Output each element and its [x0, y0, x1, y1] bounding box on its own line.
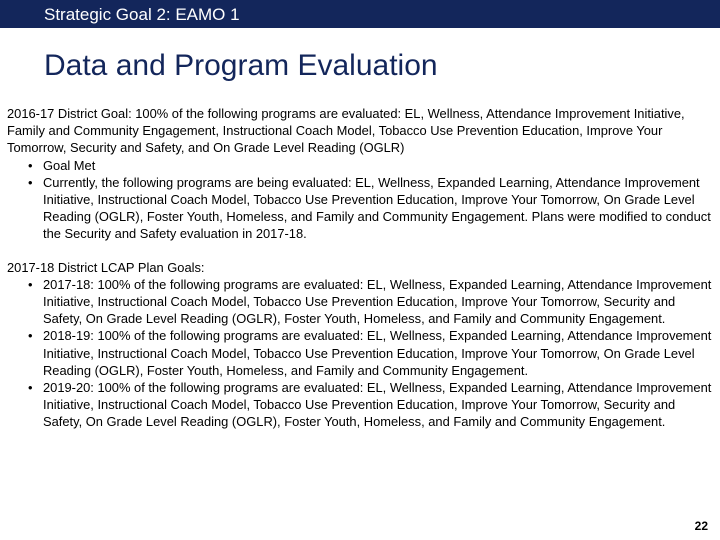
section-2016-17	[7, 105, 715, 243]
header-title: Strategic Goal 2: EAMO 1	[44, 5, 240, 24]
bullet-text: Currently, the following programs are being evaluated: EL, Wellness, Expanded Learning, Attendance Improvement Initiative, Instructional Coach Model, Tobacco Use Prevention Education, Improve Your Tomorrow, On Grade Level Reading (OGLR), Foster Youth, Homeless, and Family and Community Engagement. Plans were modified to conduct the Security and Safety evaluation in 2017-18.	[43, 174, 711, 242]
bullet-text: 2019-20: 100% of the following programs are evaluated: EL, Wellness, Expanded Learning, Attendance Improvement Initiative, Instructional Coach Model, Tobacco Use Prevention Education, Improve Your Tomorrow, Security and Safety, On Grade Level Reading (OGLR), Foster Youth, Homeless, and Family and Community Engagement.	[43, 380, 712, 430]
bullet-icon: •	[28, 276, 33, 292]
page-title: Data and Program Evaluation	[44, 49, 438, 82]
bullet-icon: •	[28, 328, 33, 344]
header-bar	[0, 0, 720, 28]
bullet-text: Goal Met	[43, 157, 96, 173]
bullet-item	[7, 276, 715, 328]
bullet-text: 2018-19: 100% of the following programs are evaluated: EL, Wellness, Expanded Learning, Attendance Improvement Initiative, Instructional Coach Model, Tobacco Use Prevention Education, Improve Your Tomorrow, On Grade Level Reading (OGLR), Foster Youth, Homeless, and Family and Community Engagement.	[43, 328, 712, 378]
bullet-text: 2017-18: 100% of the following programs are evaluated: EL, Wellness, Expanded Learning, Attendance Improvement Initiative, Instructional Coach Model, Tobacco Use Prevention Education, Improve Your Tomorrow, Security and Safety, On Grade Level Reading (OGLR), Foster Youth, Homeless, and Family and Community Engagement.	[43, 276, 712, 327]
bullet-item	[7, 157, 715, 174]
bullet-icon: •	[28, 174, 33, 190]
bullet-list	[7, 276, 715, 431]
section-intro: 2016-17 District Goal: 100% of the following programs are evaluated: EL, Wellness, Attendance Improvement Initiative, Family and Community Engagement, Instructional Coach Model, Tobacco Use Prevention Education, Improve Your Tomorrow, Security and Safety, and On Grade Level Reading (OGLR)	[7, 106, 685, 156]
bullet-item	[7, 379, 715, 431]
section-intro: 2017-18 District LCAP Plan Goals:	[7, 259, 205, 275]
bullet-icon: •	[28, 380, 33, 396]
page-number: 22	[694, 519, 708, 533]
bullet-item	[7, 327, 715, 379]
section-2017-18	[7, 259, 715, 431]
bullet-item	[7, 174, 715, 243]
bullet-icon: •	[28, 157, 33, 173]
content-area	[7, 105, 715, 447]
bullet-list	[7, 157, 715, 243]
